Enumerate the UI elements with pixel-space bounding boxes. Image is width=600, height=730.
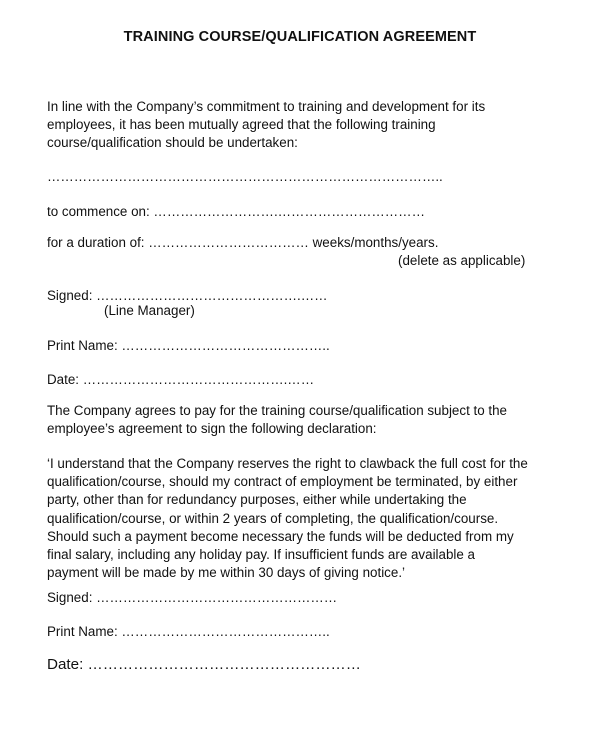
declaration-line: Should such a payment become necessary the funds will be deducted from my [47, 528, 514, 544]
commence-on-field: to commence on: ……………………….…………………………… [47, 204, 425, 219]
print-name-field-manager: Print Name: ……………………………………….. [47, 338, 330, 353]
course-blank-line: …………………………………………………………………………….. [47, 169, 443, 184]
document-title: TRAINING COURSE/QUALIFICATION AGREEMENT [123, 29, 477, 45]
intro-line: employees, it has been mutually agreed that the following training [47, 117, 436, 133]
line-manager-label: (Line Manager) [104, 303, 195, 318]
intro-line: In line with the Company’s commitment to training and development for its [47, 99, 486, 114]
date-field-employee: Date: ……………………………………………… [47, 656, 361, 673]
date-field-manager: Date: ……………………………………….…… [47, 372, 315, 387]
intro-paragraph [47, 98, 587, 153]
declaration-line: ‘I understand that the Company reserves the right to clawback the full cost for the [47, 456, 528, 471]
company-agrees-paragraph [47, 402, 587, 438]
declaration-line: party, other than for redundancy purposes, either while undertaking the [47, 492, 467, 508]
declaration-line: payment will be made by me within 30 days of giving notice.’ [47, 565, 406, 581]
company-agrees-line: employee’s agreement to sign the following declaration: [47, 421, 377, 437]
signed-field-manager: Signed: ……………………………………….…… [47, 288, 328, 303]
print-name-field-employee: Print Name: ……………………………………….. [47, 624, 330, 639]
signed-field-employee: Signed: ……………………………………………… [47, 590, 338, 605]
company-agrees-line: The Company agrees to pay for the training course/qualification subject to the [47, 403, 508, 418]
declaration-paragraph [47, 455, 587, 582]
declaration-line: final salary, including any holiday pay. If insufficient funds are available a [47, 547, 476, 563]
intro-line: course/qualification should be undertaken: [47, 135, 298, 151]
declaration-line: qualification/course, or within 2 years of completing, the qualification/course. [47, 510, 499, 526]
declaration-line: qualification/course, should my contract of employment be terminated, by either [47, 474, 518, 490]
duration-field: for a duration of: ……………………………… weeks/months/years. [47, 235, 439, 250]
delete-note: (delete as applicable) [398, 253, 526, 268]
